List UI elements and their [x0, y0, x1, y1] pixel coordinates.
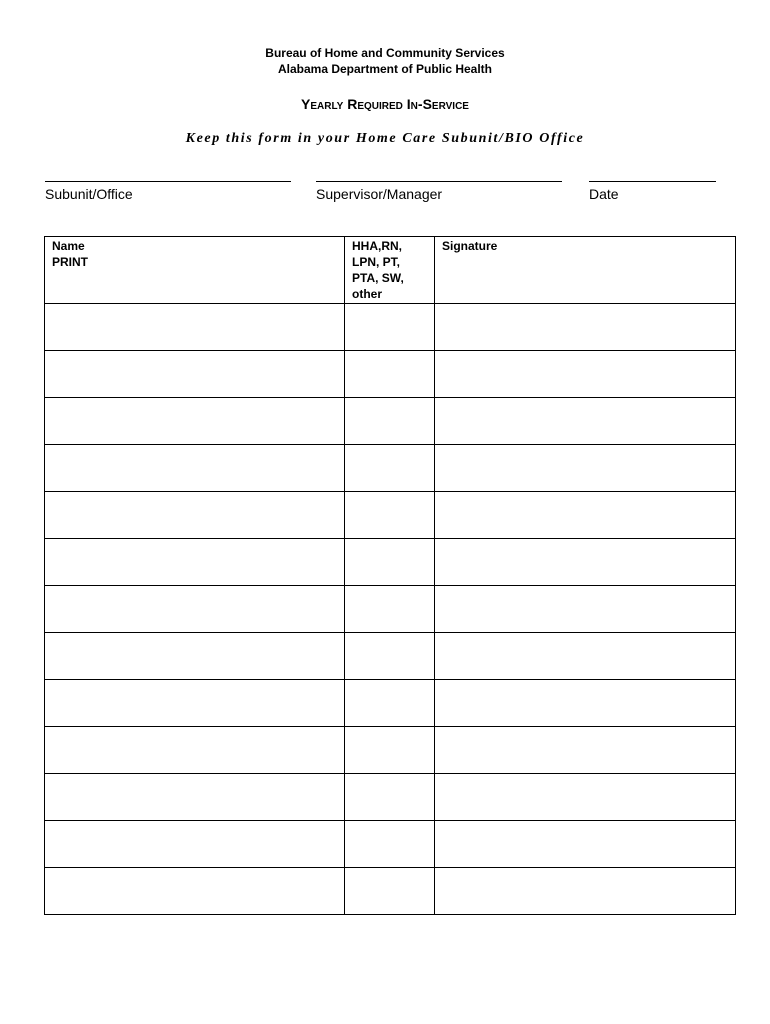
name-cell[interactable] [45, 586, 345, 633]
table-row [45, 304, 736, 351]
table-row [45, 680, 736, 727]
header-line: HHA,RN, [352, 239, 402, 253]
table-row [45, 727, 736, 774]
date-line[interactable] [589, 165, 716, 182]
signature-cell[interactable] [435, 492, 736, 539]
table-row [45, 821, 736, 868]
supervisor-label: Supervisor/Manager [316, 186, 443, 202]
header-line: Name [52, 239, 85, 253]
name-cell[interactable] [45, 680, 345, 727]
table-row [45, 868, 736, 915]
subunit-label: Subunit/Office [45, 186, 133, 202]
signature-cell[interactable] [435, 868, 736, 915]
header-line: Signature [442, 239, 498, 253]
signature-cell[interactable] [435, 680, 736, 727]
subunit-line[interactable] [45, 165, 291, 182]
form-instructions: Keep this form in your Home Care Subunit/BIO Office [185, 131, 585, 146]
name-cell[interactable] [45, 821, 345, 868]
discipline-cell[interactable] [345, 351, 435, 398]
name-cell[interactable] [45, 492, 345, 539]
discipline-cell[interactable] [345, 586, 435, 633]
table-row [45, 351, 736, 398]
discipline-cell[interactable] [345, 868, 435, 915]
signature-cell[interactable] [435, 774, 736, 821]
table-row [45, 445, 736, 492]
name-cell[interactable] [45, 304, 345, 351]
table-body [45, 304, 736, 915]
discipline-cell[interactable] [345, 680, 435, 727]
discipline-cell[interactable] [345, 304, 435, 351]
signature-cell[interactable] [435, 351, 736, 398]
table-row [45, 398, 736, 445]
table-row [45, 539, 736, 586]
signature-cell[interactable] [435, 445, 736, 492]
department-name: Alabama Department of Public Health [277, 62, 493, 76]
header-line: PTA, SW, [352, 271, 404, 285]
header-line: other [352, 287, 382, 301]
header-line: PRINT [52, 255, 88, 269]
signature-cell[interactable] [435, 633, 736, 680]
name-cell[interactable] [45, 868, 345, 915]
date-field [589, 165, 716, 203]
signature-cell[interactable] [435, 821, 736, 868]
subunit-field [45, 165, 291, 203]
header-line: LPN, PT, [352, 255, 401, 269]
name-cell[interactable] [45, 539, 345, 586]
form-title: Yearly Required In-Service [301, 96, 469, 112]
name-cell[interactable] [45, 633, 345, 680]
attendance-table [44, 236, 736, 915]
name-cell[interactable] [45, 445, 345, 492]
agency-name: Bureau of Home and Community Services [265, 46, 505, 60]
supervisor-field [316, 165, 562, 203]
table-row [45, 633, 736, 680]
table-header-row [45, 237, 736, 304]
discipline-cell[interactable] [345, 492, 435, 539]
discipline-cell[interactable] [345, 539, 435, 586]
table-row [45, 774, 736, 821]
name-cell[interactable] [45, 351, 345, 398]
signature-cell[interactable] [435, 398, 736, 445]
signature-cell[interactable] [435, 727, 736, 774]
supervisor-line[interactable] [316, 165, 562, 182]
discipline-cell[interactable] [345, 398, 435, 445]
name-cell[interactable] [45, 727, 345, 774]
name-cell[interactable] [45, 398, 345, 445]
signature-cell[interactable] [435, 586, 736, 633]
signature-column-header [435, 237, 736, 304]
signature-cell[interactable] [435, 539, 736, 586]
table-row [45, 492, 736, 539]
discipline-cell[interactable] [345, 445, 435, 492]
name-cell[interactable] [45, 774, 345, 821]
name-column-header [45, 237, 345, 304]
table-row [45, 586, 736, 633]
discipline-cell[interactable] [345, 774, 435, 821]
discipline-column-header [345, 237, 435, 304]
signature-cell[interactable] [435, 304, 736, 351]
date-label: Date [589, 186, 619, 202]
discipline-cell[interactable] [345, 633, 435, 680]
discipline-cell[interactable] [345, 821, 435, 868]
discipline-cell[interactable] [345, 727, 435, 774]
